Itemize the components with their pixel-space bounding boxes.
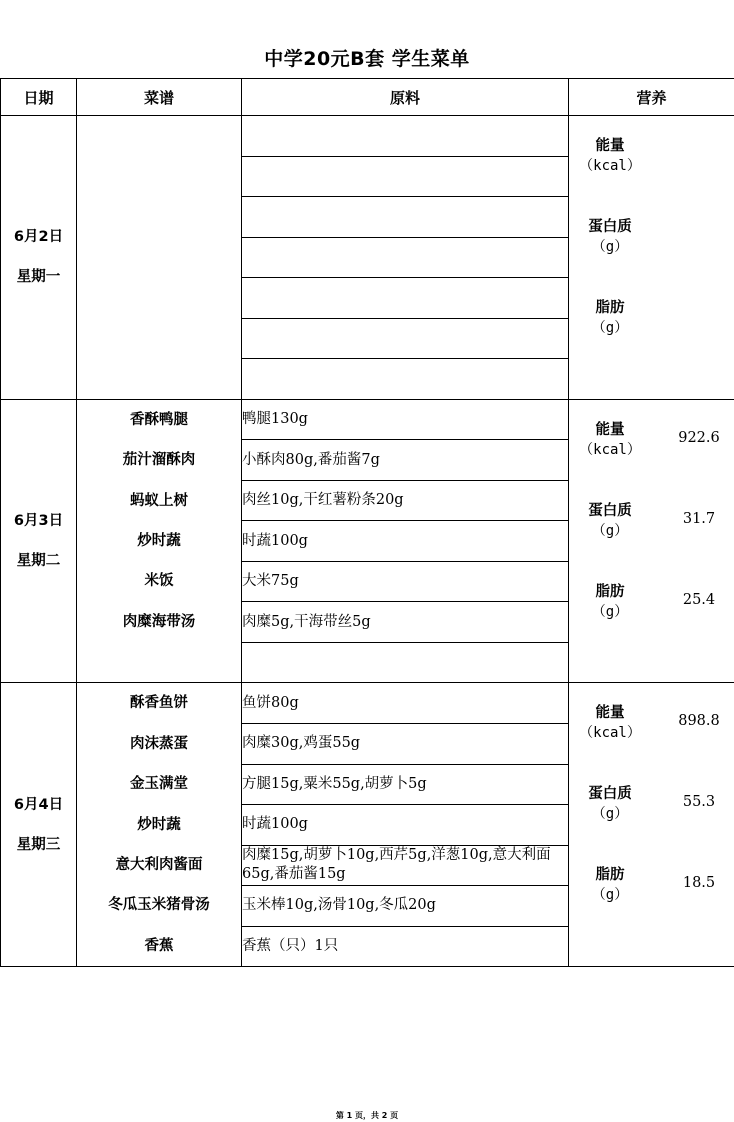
ingredient-cell: 时蔬100g [242,805,569,846]
dish-name [77,318,241,358]
energy-label-text: 能量 [595,421,625,438]
header-date: 日期 [1,79,77,116]
dish-name: 金玉满堂 [130,776,188,793]
ingredient-cell: 肉糜5g,干海带丝5g [242,602,569,643]
fat-label-text: 脂肪 [595,583,625,600]
ingredient-cell: 香蕉（只）1只 [242,926,569,967]
page-title: 中学20元B套 学生菜单 [264,48,470,70]
day-date: 6月3日 [13,513,64,530]
menu-row [1,683,734,724]
dish-name [77,116,241,156]
dish-name [77,642,241,682]
protein-label [569,784,651,824]
protein-label-text: 蛋白质 [588,502,632,519]
nutrition-cell [569,683,734,967]
energy-label-text: 能量 [595,138,625,154]
energy-label-text: 能量 [595,705,625,722]
menu-row [1,116,734,157]
dish-list [77,116,242,400]
fat-label [569,865,651,905]
protein-label [569,501,651,541]
fat-label-text: 脂肪 [595,867,625,884]
day-weekday: 星期三 [16,836,61,853]
ingredient-cell [242,318,569,359]
dish-name: 肉糜海带汤 [122,613,196,630]
ingredient-cell: 大米75g [242,561,569,602]
ingredient-cell [242,359,569,400]
dish-name: 肉沫蒸蛋 [130,735,188,752]
dish-name [77,156,241,196]
energy-unit: （kcal） [579,158,641,174]
day-weekday: 星期二 [16,553,61,570]
protein-unit: （g） [591,239,629,255]
ingredient-cell [242,237,569,278]
dish-name [77,358,241,398]
protein-value: 55.3 [682,794,716,811]
dish-name: 蚂蚁上树 [130,492,188,509]
protein-label-text: 蛋白质 [588,219,632,235]
dish-name: 意大利肉酱面 [115,857,203,874]
dish-name: 酥香鱼饼 [130,695,188,712]
fat-unit: （g） [591,320,629,336]
ingredient-cell: 肉丝10g,干红薯粉条20g [242,480,569,521]
fat-unit: （g） [591,887,629,904]
ingredient-cell [242,116,569,157]
dish-list [77,399,242,683]
dish-name: 米饭 [144,573,174,590]
ingredient-cell: 鱼饼80g [242,683,569,724]
fat-value: 25.4 [682,591,716,608]
ingredient-cell: 小酥肉80g,番茄酱7g [242,440,569,481]
header-ingredients: 原料 [242,79,569,116]
ingredient-cell: 肉糜15g,胡萝卜10g,西芹5g,洋葱10g,意大利面65g,番茄酱15g [242,845,569,886]
energy-value: 922.6 [678,429,720,446]
dish-name [77,278,241,318]
dish-name [77,237,241,277]
ingredient-cell [242,197,569,238]
fat-label [569,298,651,338]
dish-list [77,683,242,967]
ingredient-cell [242,156,569,197]
day-weekday: 星期一 [16,269,61,286]
page-footer: 第 1 页，共 2 页 [335,1111,399,1120]
menu-body [1,116,734,967]
ingredient-cell: 肉糜30g,鸡蛋55g [242,724,569,765]
day-date: 6月2日 [13,229,64,246]
dish-name: 炒时蔬 [137,532,181,549]
ingredient-cell: 时蔬100g [242,521,569,562]
fat-unit: （g） [591,603,629,620]
header-nutrition: 营养 [569,79,734,116]
menu-row [1,399,734,440]
ingredient-cell [242,278,569,319]
dish-name: 香酥鸭腿 [130,411,188,428]
protein-value: 31.7 [682,510,716,527]
protein-unit: （g） [591,522,629,539]
dish-name: 炒时蔬 [137,816,181,833]
day-date: 6月4日 [13,796,64,813]
dish-name [77,197,241,237]
dish-name: 冬瓜玉米猪骨汤 [108,897,210,914]
day-date-cell [1,683,77,967]
energy-unit: （kcal） [579,725,641,742]
protein-unit: （g） [591,806,629,823]
energy-label [569,136,651,176]
menu-table [0,78,734,967]
fat-value: 18.5 [682,875,716,892]
energy-unit: （kcal） [579,441,641,458]
energy-label [569,703,651,743]
dish-name: 香蕉 [144,937,174,954]
nutrition-cell [569,399,734,683]
protein-label-text: 蛋白质 [588,786,632,803]
ingredient-cell [242,642,569,683]
fat-label-text: 脂肪 [595,300,625,316]
ingredient-cell: 方腿15g,粟米55g,胡萝卜5g [242,764,569,805]
header-dishes: 菜谱 [77,79,242,116]
fat-label [569,582,651,622]
day-date-cell [1,399,77,683]
nutrition-cell [569,116,734,400]
protein-label [569,217,651,257]
ingredient-cell: 玉米棒10g,汤骨10g,冬瓜20g [242,886,569,927]
dish-name: 茄汁溜酥肉 [122,452,196,469]
energy-value: 898.8 [678,713,720,730]
ingredient-cell: 鸭腿130g [242,399,569,440]
header-row [1,79,734,116]
energy-label [569,420,651,460]
day-date-cell [1,116,77,400]
